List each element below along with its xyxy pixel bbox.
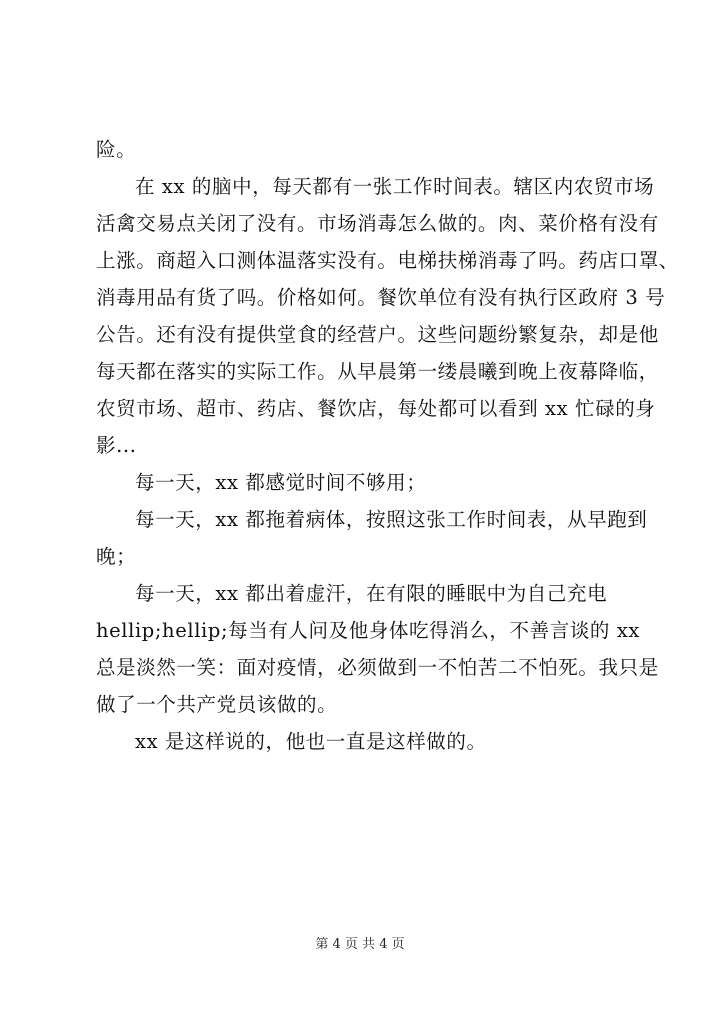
text-line: 每一天，xx 都感觉时间不够用； — [135, 471, 427, 494]
text-line: 每一天，xx 都拖着病体，按照这张工作时间表，从早跑到 — [135, 508, 648, 531]
text-line: 每一天，xx 都出着虚汗，在有限的睡眠中为自己充电 — [135, 582, 608, 605]
text-line: xx 是这样说的，他也一直是这样做的。 — [135, 730, 487, 753]
page-number-footer: 第 4 页 共 4 页 — [315, 937, 405, 952]
text-line: 活禽交易点关闭了没有。市场消毒怎么做的。肉、菜价格有没有 — [96, 212, 659, 235]
text-line: 做了一个共产党员该做的。 — [96, 693, 338, 716]
text-line: 险。 — [96, 138, 137, 161]
text-line: hellip;hellip;每当有人问及他身体吃得消么，不善言谈的 xx — [96, 619, 641, 642]
text-line: 农贸市场、超市、药店、餐饮店，每处都可以看到 xx 忙碌的身 — [96, 397, 656, 420]
text-line: 公告。还有没有提供堂食的经营户。这些问题纷繁复杂，却是他 — [96, 323, 659, 346]
text-line: 晚； — [96, 545, 137, 568]
text-line: 上涨。商超入口测体温落实没有。电梯扶梯消毒了吗。药店口罩、 — [96, 249, 679, 272]
text-line: 在 xx 的脑中，每天都有一张工作时间表。辖区内农贸市场 — [135, 175, 655, 198]
text-line: 每天都在落实的实际工作。从早晨第一缕晨曦到晚上夜幕降临， — [96, 360, 659, 383]
text-line: 消毒用品有货了吗。价格如何。餐饮单位有没有执行区政府 3 号 — [96, 286, 666, 309]
text-line: 影... — [96, 434, 137, 457]
text-line: 总是淡然一笑：面对疫情，必须做到一不怕苦二不怕死。我只是 — [96, 656, 659, 679]
